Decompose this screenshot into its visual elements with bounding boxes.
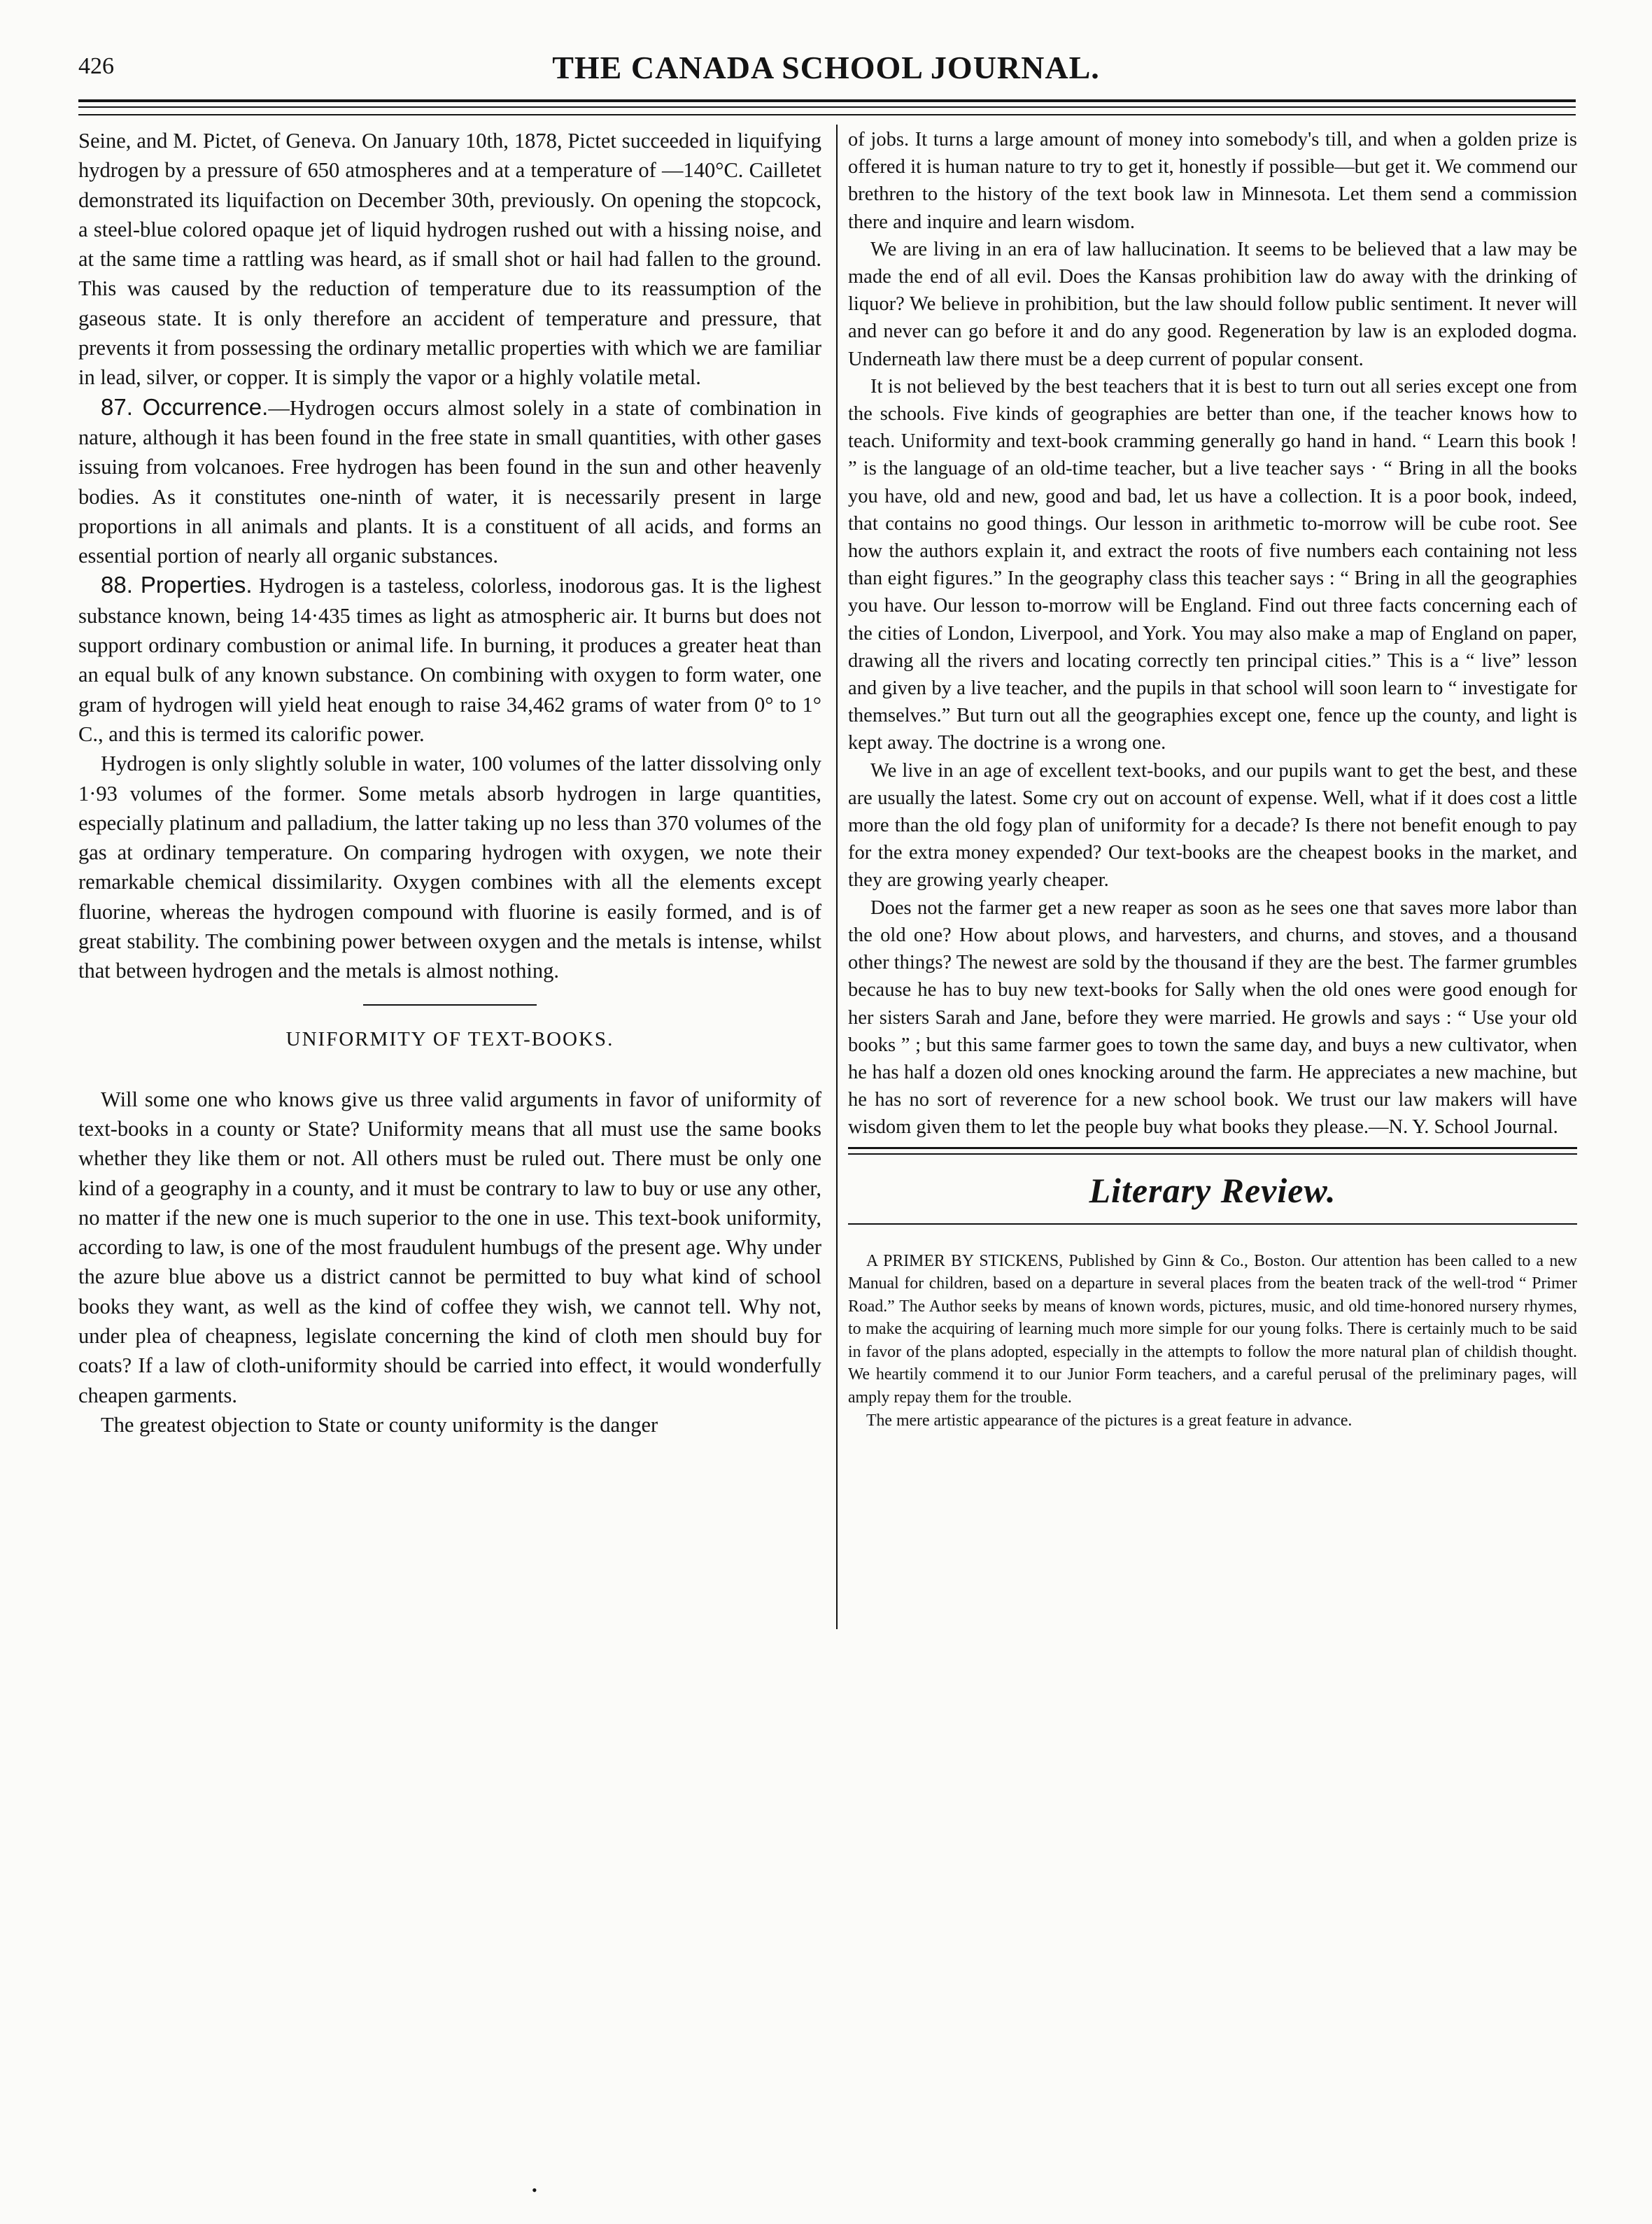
- right-column: [848, 126, 1577, 1432]
- header-rule: [78, 99, 1576, 102]
- review-rule-top-thin: [848, 1153, 1577, 1155]
- section-title: UNIFORMITY OF TEXT-BOOKS.: [285, 1027, 614, 1050]
- left-column: [78, 126, 821, 1440]
- paragraph-uniformity-2: The greatest objection to State or county uniformity is the danger: [101, 1412, 658, 1437]
- review-section-title: Literary Review.: [1089, 1170, 1336, 1210]
- paragraph-occurrence: [78, 393, 821, 571]
- paragraph-uniformity-1: Will some one who knows give us three valid arguments in favor of uniformity of text-books in a county or State? Uniformity means that all must use the same books whether they like them or not. All others must be ruled out. There must be only one kind of a geography in a county, and it must be contrary to law to buy or use any other, no matter if the new one is much superior to the one in use. This text-book uniformity, according to law, is one of the most fraudulent humbugs of the present age. Why under the azure blue above us a district cannot be permitted to buy what kind of school books they want, as well as the kind of coffee they wish, we cannot tell. Why not, under plea of cheapness, legislate concerning the kind of cloth men should buy for coats? If a law of cloth-uniformity should be carried into effect, it would wonderfully cheapen garments.: [78, 1087, 821, 1407]
- paragraph-excellent-textbooks: We live in an age of excellent text-books, and our pupils want to get the best, and these are usually the latest. Some cry out on account of expense. Well, what if it does cost a little more than the old fogy plan of uniformity for a decade? Is there not benefit enough to pay for the extra money expended? Our text-books are the cheapest books in the market, and they are growing yearly cheaper.: [848, 759, 1577, 892]
- review-rules: [848, 1147, 1577, 1155]
- paragraph-farmer: Does not the farmer get a new reaper as soon as he sees one that saves more labor than the old one? How about plows, and harvesters, and churns, and stoves, and a thousand other things? The newest are sold by the thousand if they are the best. The farmer grumbles because he has to buy new text-books for Sally when the old ones were good enough for her sisters Sarah and Jane, before they were married. He growls and says : “ Use your old books ” ; but this same farmer goes to town the same day, and buys a new cultivator, when he has half a dozen old ones knocking around the farm. He appreciates a new machine, but he has no sort of reverence for a new school book. We trust our law makers will have wisdom given them to let the people buy what books they please.—N. Y. School Journal.: [848, 896, 1577, 1139]
- section-separator: [363, 1004, 537, 1006]
- heading-properties: 88. Properties.: [101, 572, 253, 598]
- occurrence-text: —Hydrogen occurs almost solely in a state of combination in nature, although it has been found in the free state in small quantities, with other gases issuing from volcanoes. Free hydrogen has been found in the sun and other heavenly bodies. As it constitutes one-ninth of water, it is necessarily present in large proportions in all animals and plants. It is a constituent of all acids, and forms an essential portion of nearly all organic substances.: [78, 395, 821, 568]
- column-divider: [836, 125, 838, 1629]
- paragraph-solubility: Hydrogen is only slightly soluble in water, 100 volumes of the latter dissolving only 1·93 volumes of the former. Some metals absorb hydrogen in large quantities, especially platinum and palladium, the latter taking up no less than 370 volumes of the gas at ordinary temperature. On comparing hydrogen with oxygen, we note their remarkable chemical dissimilarity. Oxygen combines with all the elements except fluorine, whereas the hydrogen compound with fluorine is easily formed, and is of great stability. The combining power between oxygen and the metals is intense, whilst that between hydrogen and the metals is almost nothing.: [78, 752, 821, 983]
- header-rule-thin: [78, 106, 1576, 108]
- review-rule-top: [848, 1147, 1577, 1149]
- paragraph-jobs: of jobs. It turns a large amount of money into somebody's till, and when a golden prize is offered it is human nature to try to get it, honestly if possible—but get it. We commend our brethren to the history of the text book law in Minnesota. Let them send a commission there and inquire and learn wisdom.: [848, 129, 1577, 233]
- review-paragraph-primer: A PRIMER BY STICKENS, Published by Ginn & Co., Boston. Our attention has been called to a new Manual for children, based on a departure in several places from the beaten track of the well-trod “ Primer Road.” The Author seeks by means of known words, pictures, music, and old time-honored nursery rhymes, to make the acquiring of learning much more simple for our young folks. There is certainly much to be said in favor of the plans adopted, especially in the attempts to follow the more natural plan of childish thought. We heartily commend it to our Junior Form teachers, and a careful perusal of the preliminary pages, will amply repay them for the trouble.: [848, 1251, 1577, 1407]
- paragraph-properties: [78, 570, 821, 749]
- review-paragraph-appearance: The mere artistic appearance of the pictures is a great feature in advance.: [866, 1411, 1353, 1430]
- paragraph-liquefaction: Seine, and M. Pictet, of Geneva. On January 10th, 1878, Pictet succeeded in liquifying hydrogen by a pressure of 650 atmospheres and at a temperature of —140°C. Cailletet demonstrated its liquifaction on December 30th, previously. On opening the stopcock, a steel-blue colored opaque jet of liquid hydrogen rushed out with a hissing noise, and at the same time a rattling was heard, as if small shot or hail had fallen to the ground. This was caused by the reduction of temperature due to its reassumption of the gaseous state. It is only therefore an accident of temperature and pressure, that prevents it from possessing the ordinary metallic properties with which we are familiar in lead, silver, or copper. It is simply the vapor or a highly volatile metal.: [78, 129, 821, 390]
- footer-mark: •: [532, 2181, 537, 2199]
- review-title-rule: [848, 1223, 1577, 1225]
- properties-text: Hydrogen is a tasteless, colorless, inodorous gas. It is the lighest substance known, being 14·435 times as light as atmospheric air. It burns but does not support ordinary combustion or animal life. In burning, it produces a greater heat than an equal bulk of any known substance. On combining with oxygen to form water, one gram of hydrogen will yield heat enough to raise 34,462 grams of water from 0° to 1° C., and this is termed its calorific power.: [78, 574, 821, 746]
- header-rule-thin-2: [78, 114, 1576, 115]
- paragraph-best-teachers: It is not believed by the best teachers that it is best to turn out all series except one from the schools. Five kinds of geographies are better than one, if the teacher knows how to teach. Uniformity and text-book cramming generally go hand in hand. “ Learn this book ! ” is the language of an old-time teacher, but a live teacher says · “ Bring in all the books you have, old and new, good and bad, let us have a collection. It is a poor book, indeed, that contains no good things. Our lesson in arithmetic to-morrow will be cube root. See how the authors explain it, and extract the roots of five numbers each containing not less than eight figures.” In the geography class this teacher says : “ Bring in all the geographies you have. Our lesson to-morrow will be England. Find out three facts concerning each of the cities of London, Liverpool, and York. You may also make a map of England on paper, drawing all the rivers and locating correctly ten principal cities.” This is a “ live” lesson and given by a live teacher, and the pupils in that school will soon learn to “ investigate for themselves.” But turn out all the geographies except one, fence up the county, and light is kept away. The doctrine is a wrong one.: [848, 375, 1577, 754]
- heading-occurrence: 87. Occurrence.: [101, 393, 269, 420]
- paragraph-law-hallucination: We are living in an era of law hallucination. It seems to be believed that a law may be made the end of all evil. Does the Kansas prohibition law do away with the drinking of liquor? We believe in prohibition, but the law should follow public sentiment. It never will and never can go before it and do any good. Regeneration by law is an exploded dogma. Underneath law there must be a deep current of popular consent.: [848, 238, 1577, 370]
- journal-title: THE CANADA SCHOOL JOURNAL.: [552, 50, 1100, 85]
- page-number: 426: [78, 53, 114, 79]
